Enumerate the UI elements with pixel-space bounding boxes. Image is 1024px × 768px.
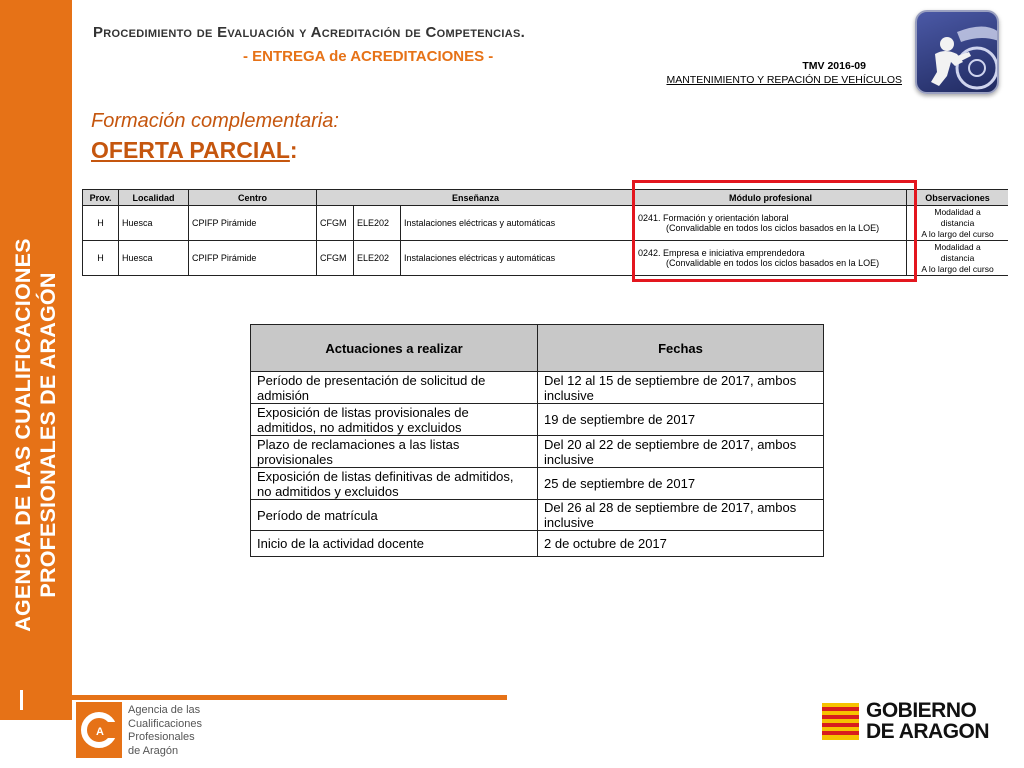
schedule-action: Período de matrícula (251, 500, 538, 531)
qualification-name: MANTENIMIENTO Y REPACIÓN DE VEHÍCULOS (666, 74, 902, 86)
schedule-date: 19 de septiembre de 2017 (538, 404, 824, 436)
cell-codigo: ELE202 (354, 241, 401, 276)
gov-line2: DE ARAGON (866, 720, 990, 743)
header-observaciones: Observaciones (907, 190, 1008, 206)
table-row (251, 531, 824, 557)
cell-centro: CPIFP Pirámide (189, 206, 317, 241)
cell-prov: H (83, 241, 119, 276)
government-logo-text (866, 700, 989, 742)
header-centro: Centro (189, 190, 317, 206)
cell-localidad: Huesca (119, 206, 189, 241)
cell-observaciones (907, 206, 1008, 241)
sidebar-title-line1: AGENCIA DE LAS CUALIFICACIONES (11, 238, 35, 632)
gov-line1: GOBIERNO (866, 699, 977, 722)
table-row (251, 436, 824, 468)
agency-name (128, 704, 202, 758)
cell-titulo: Instalaciones eléctricas y automáticas (401, 206, 635, 241)
header-modulo: Módulo profesional (635, 190, 907, 206)
procedure-subtitle: - ENTREGA de ACREDITACIONES - (243, 48, 494, 65)
schedule-action: Período de presentación de solicitud de admisión (251, 372, 538, 404)
header-dates: Fechas (538, 325, 824, 372)
table-row (251, 468, 824, 500)
schedule-header-row (251, 325, 824, 372)
agency-line4: de Aragón (128, 744, 179, 757)
sidebar-title-line2: PROFESIONALES DE ARAGÓN (36, 272, 60, 598)
agency-line1: Agencia de las (128, 704, 201, 716)
cell-centro: CPIFP Pirámide (189, 241, 317, 276)
module-note: (Convalidable en todos los ciclos basados en la LOE) (666, 223, 880, 233)
qualification-code: TMV 2016-09 (802, 60, 866, 72)
table-row (251, 404, 824, 436)
schedule-date: Del 20 al 22 de septiembre de 2017, ambos inclusive (538, 436, 824, 468)
obs-line3: A lo largo del curso (921, 263, 994, 274)
svg-text:A: A (96, 726, 104, 738)
module-note: (Convalidable en todos los ciclos basados en la LOE) (666, 258, 880, 268)
header-prov: Prov. (83, 190, 119, 206)
mechanic-icon (915, 10, 999, 94)
schedule-date: Del 26 al 28 de septiembre de 2017, ambos inclusive (538, 500, 824, 531)
obs-line2: distancia (940, 217, 975, 228)
agency-logo (76, 702, 122, 758)
obs-line3: A lo largo del curso (921, 228, 994, 239)
section-heading (91, 137, 298, 164)
cell-tipo: CFGM (317, 206, 354, 241)
header-ensenanza: Enseñanza (317, 190, 635, 206)
sidebar-title (11, 195, 61, 675)
schedule-action: Plazo de reclamaciones a las listas provisionales (251, 436, 538, 468)
module-name: 0242. Empresa e iniciativa emprendedora (638, 248, 805, 258)
cell-codigo: ELE202 (354, 206, 401, 241)
procedure-title: Procedimiento de Evaluación y Acreditación de Competencias. (93, 24, 526, 41)
cell-observaciones (907, 241, 1008, 276)
aragon-flag-icon (822, 703, 859, 740)
agency-sidebar (0, 0, 72, 720)
cell-localidad: Huesca (119, 241, 189, 276)
schedule-date: Del 12 al 15 de septiembre de 2017, ambos inclusive (538, 372, 824, 404)
schedule-action: Exposición de listas definitivas de admitidos, no admitidos y excluidos (251, 468, 538, 500)
header-localidad: Localidad (119, 190, 189, 206)
obs-line1: Modalidad a (934, 241, 981, 252)
schedule-action: Inicio de la actividad docente (251, 531, 538, 557)
agency-line2: Cualificaciones (128, 717, 202, 730)
table-row (251, 372, 824, 404)
sidebar-divider (20, 690, 23, 710)
footer-divider (72, 695, 507, 700)
cell-titulo: Instalaciones eléctricas y automáticas (401, 241, 635, 276)
module-name: 0241. Formación y orientación laboral (638, 213, 789, 223)
section-heading-colon: : (289, 137, 298, 163)
table-row (251, 500, 824, 531)
schedule-table (250, 324, 824, 557)
schedule-date: 2 de octubre de 2017 (538, 531, 824, 557)
obs-line2: distancia (940, 252, 975, 263)
schedule-date: 25 de septiembre de 2017 (538, 468, 824, 500)
cell-prov: H (83, 206, 119, 241)
section-label: Formación complementaria: (91, 110, 339, 132)
header-actions: Actuaciones a realizar (251, 325, 538, 372)
section-heading-text: OFERTA PARCIAL (91, 137, 290, 163)
cell-tipo: CFGM (317, 241, 354, 276)
qualification-info (666, 59, 902, 87)
agency-line3: Profesionales (128, 731, 195, 743)
obs-line1: Modalidad a (934, 206, 981, 217)
schedule-action: Exposición de listas provisionales de admitidos, no admitidos y excluidos (251, 404, 538, 436)
module-highlight-box (632, 180, 917, 282)
